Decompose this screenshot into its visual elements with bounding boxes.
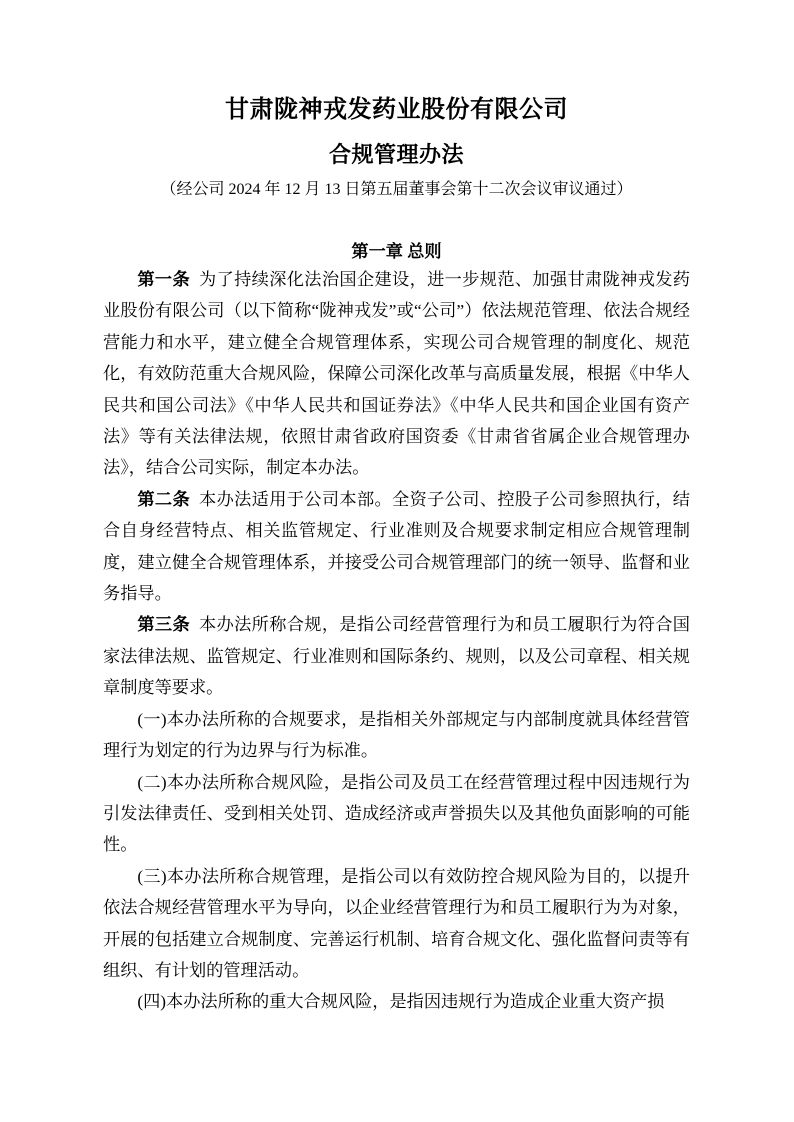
article-paragraph-3 — [103, 609, 690, 703]
paragraph-text: (四)本办法所称的重大合规风险，是指因违规行为造成企业重大资产损 — [137, 992, 665, 1012]
chapter-heading: 第一章 总则 — [351, 242, 442, 261]
paragraph-text: (二)本办法所称合规风险，是指公司及员工在经营管理过程中因违规行为引发法律责任、受到相关处罚、造成经济或声誉损失以及其他负面影响的可能性。 — [103, 772, 690, 855]
paragraph-text: 为了持续深化法治国企建设，进一步规范、加强甘肃陇神戎发药业股份有限公司（以下简称“陇神戎发”或“公司”）依法规范管理、依法合规经营能力和水平，建立健全合规管理体系，实现公司合规管理的制度化、规范化，有效防范重大合规风险，保障公司深化改革与高质量发展，根据《中华人民共和国公司法》《中华人民共和国证券法》《中华人民共和国企业国有资产法》等有关法律法规，依照甘肃省政府国资委《甘肃省省属企业合规管理办法》，结合公司实际，制定本办法。 — [103, 270, 690, 478]
list-item-paragraph-3 — [103, 861, 690, 987]
approval-note: （经公司 2024 年 12 月 13 日第五届董事会第十二次会议审议通过） — [160, 181, 633, 198]
list-item-paragraph-1 — [103, 704, 690, 767]
paragraph-lead: 第三条 — [137, 615, 191, 635]
document-subtitle: 合规管理办法 — [328, 142, 464, 167]
document-body — [103, 264, 690, 1018]
paragraph-lead: 第一条 — [137, 270, 191, 289]
article-paragraph-1 — [103, 264, 690, 484]
document-title: 甘肃陇神戎发药业股份有限公司 — [225, 97, 568, 123]
paragraph-text: (一)本办法所称的合规要求，是指相关外部规定与内部制度就具体经营管理行为划定的行为边界与行为标准。 — [103, 709, 690, 761]
paragraph-text: (三)本办法所称合规管理，是指公司以有效防控合规风险为目的，以提升依法合规经营管理水平为导向，以企业经营管理行为和员工履职行为为对象，开展的包括建立合规制度、完善运行机制、培育合规文化、强化监督问责等有组织、有计划的管理活动。 — [103, 866, 690, 980]
paragraph-text: 本办法适用于公司本部。全资子公司、控股子公司参照执行，结合自身经营特点、相关监管规定、行业准则及合规要求制定相应合规管理制度，建立健全合规管理体系，并接受公司合规管理部门的统一领导、监督和业务指导。 — [103, 489, 690, 604]
list-item-paragraph-4 — [103, 986, 690, 1017]
article-paragraph-2 — [103, 484, 690, 610]
paragraph-lead: 第二条 — [137, 489, 191, 509]
list-item-paragraph-2 — [103, 767, 690, 861]
paragraph-text: 本办法所称合规，是指公司经营管理行为和员工履职行为符合国家法律法规、监管规定、行业准则和国际条约、规则，以及公司章程、相关规章制度等要求。 — [103, 615, 690, 698]
